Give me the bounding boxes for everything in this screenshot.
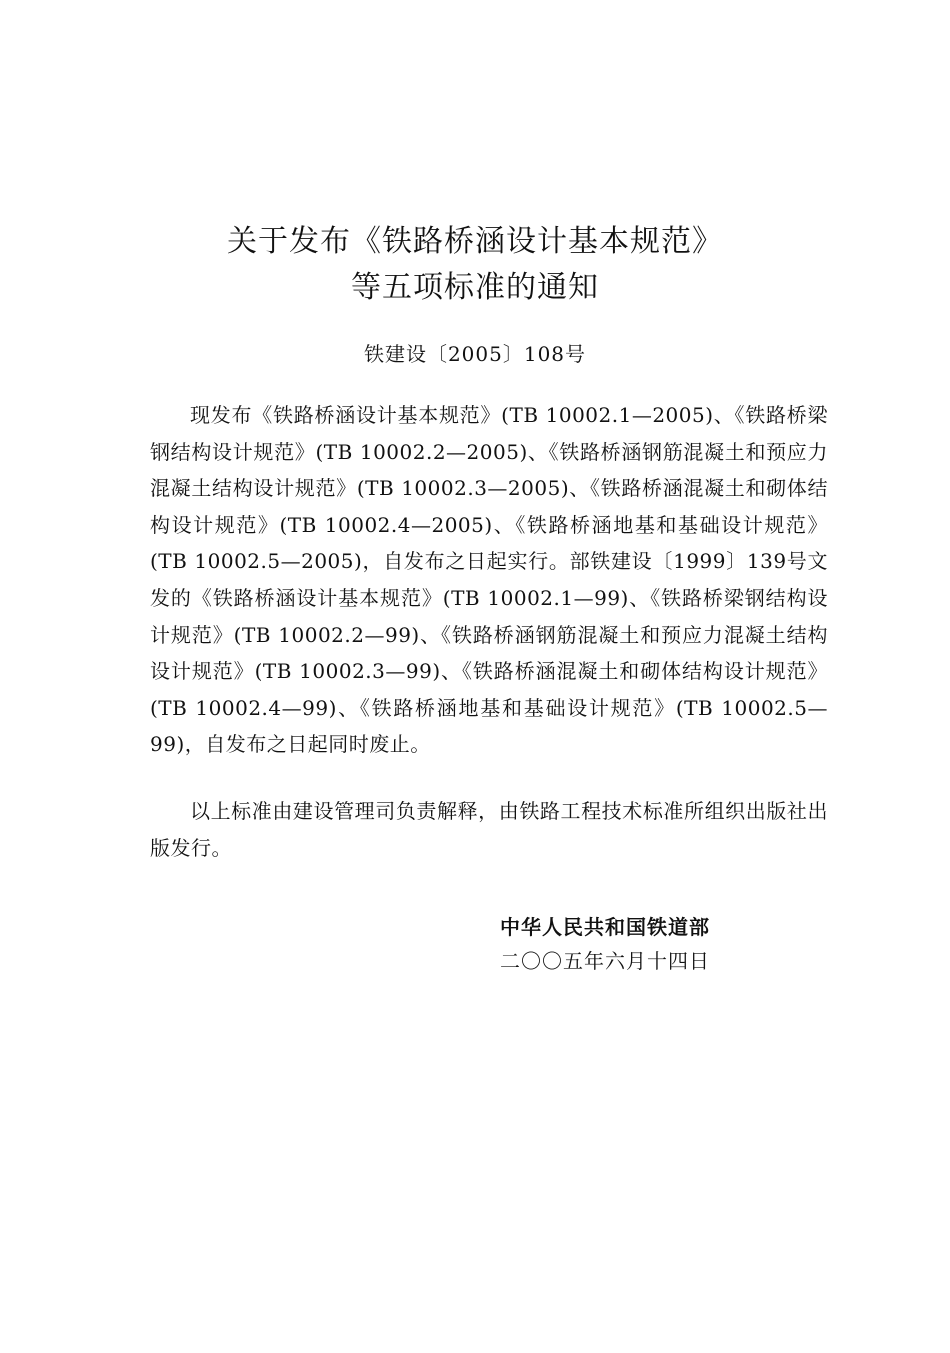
issuer-name: 中华人民共和国铁道部 (500, 915, 710, 939)
notice-title-line-2: 等五项标准的通知 (351, 270, 599, 305)
notice-title-line-1: 关于发布《铁路桥涵设计基本规范》 (227, 224, 723, 259)
body-paragraph-1: 现发布《铁路桥涵设计基本规范》(TB 10002.1—2005)、《铁路桥梁钢结构设计规范》(TB 10002.2—2005)、《铁路桥涵钢筋混凝土和预应力混凝土结构设计规范》(TB 10002.3—2005)、《铁路桥涵混凝土和砌体结构设计规范》(TB 10002.4—2005)、《铁路桥涵地基和基础设计规范》(TB 10002.5—2005)，自发布之日起实行。部铁建设〔1999〕139号文发的《铁路桥涵设计基本规范》(TB 10002.1—99)、《铁路桥梁钢结构设计规范》(TB 10002.2—99)、《铁路桥涵钢筋混凝土和预应力混凝土结构设计规范》(TB 10002.3—99)、《铁路桥涵混凝土和砌体结构设计规范》(TB 10002.4—99)、《铁路桥涵地基和基础设计规范》(TB 10002.5—99)，自发布之日起同时废止。 (150, 403, 828, 757)
body-paragraph-2: 以上标准由建设管理司负责解释，由铁路工程技术标准所组织出版社出版发行。 (150, 799, 828, 860)
document-number: 铁建设〔2005〕108号 (363, 342, 587, 366)
issue-date: 二〇〇五年六月十四日 (500, 949, 710, 973)
